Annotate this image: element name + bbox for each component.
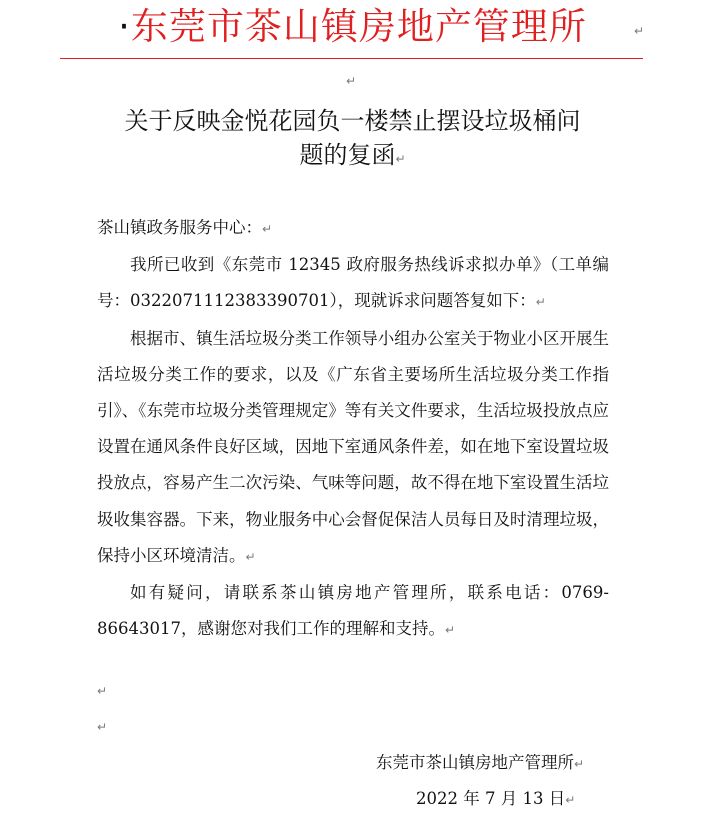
paragraph-mark-icon: ↵: [634, 24, 645, 38]
paragraph-mark-icon: ↵: [574, 757, 585, 771]
salutation: 茶山镇政务服务中心：↵: [97, 218, 273, 237]
paragraph-mark-icon: ↵: [97, 720, 108, 734]
body-paragraph-2: 根据市、镇生活垃圾分类工作领导小组办公室关于物业小区开展生活垃圾分类工作的要求，以及《广东省主要场所生活垃圾分类工作指引》、《东莞市垃圾分类管理规定》等有关文件要求，生活垃圾投放点应设置在通风条件良好区域，因地下室通风条件差，如在地下室设置垃圾投放点，容易产生二次污染、气味等问题，故不得在地下室设置生活垃圾收集容器。下来，物业服务中心会督促保洁人员每日及时清理垃圾，保持小区环境清洁。↵: [97, 328, 609, 565]
letterhead-dot: ·: [118, 5, 131, 48]
paragraph-mark-icon: ↵: [565, 793, 576, 807]
body-paragraph-1: 我所已收到《东莞市 12345 政府服务热线诉求拟办单》（工单编号：0322071112383390701），现就诉求问题答复如下：↵: [97, 255, 609, 311]
paragraph-mark-icon: ↵: [97, 684, 108, 698]
paragraph-mark-icon: ↵: [535, 295, 546, 310]
document-title-line-2: 题的复函↵: [299, 141, 406, 169]
signature-organization: 东莞市茶山镇房地产管理所↵: [376, 753, 585, 772]
letterhead-org-name: 东莞市茶山镇房地产管理所: [130, 5, 587, 48]
paragraph-mark-icon: ↵: [346, 74, 357, 88]
paragraph-mark-icon: ↵: [395, 152, 406, 166]
document-body: [97, 210, 609, 648]
document-title: [80, 104, 625, 176]
paragraph-mark-icon: ↵: [262, 222, 273, 236]
document-title-line-1: 关于反映金悦花园负一楼禁止摆设垃圾桶问: [124, 107, 581, 135]
paragraph-mark-icon: ↵: [444, 623, 456, 638]
body-paragraph-3: 如有疑问，请联系茶山镇房地产管理所，联系电话：0769-86643017，感谢您对我们工作的理解和支持。↵: [97, 583, 609, 639]
letterhead-title: [0, 4, 705, 50]
paragraph-mark-icon: ↵: [245, 549, 256, 564]
letterhead-red-rule: [60, 58, 643, 59]
signature-date: 2022 年 7 月 13 日↵: [416, 789, 576, 808]
